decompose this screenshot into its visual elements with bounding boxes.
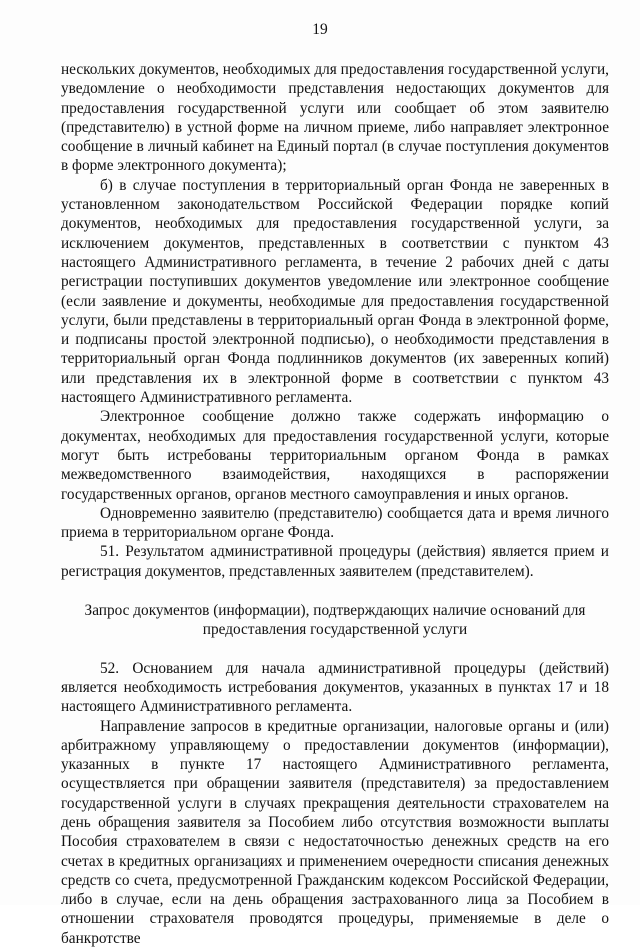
paragraph-51: 51. Результатом административной процедуры (действия) является прием и регистрация документов, представленных заявителем (представителем). [61,542,609,581]
section-heading: Запрос документов (информации), подтверждающих наличие оснований для предоставления государственной услуги [61,601,609,640]
paragraph-requests: Направление запросов в кредитные организации, налоговые органы и (или) арбитражному управляющему о предоставлении документов (информации), указанных в пункте 17 настоящего Административного регламента, осуществляется при обращении заявителя (представителя) за предоставлением государственной услуги в случаях прекращения деятельности страхователем на день обращения заявителя за Пособием либо отсутствия возможности выплаты Пособия страхователем в связи с недостаточностью денежных средств на его счетах в кредитных организациях и применением очередности списания денежных средств со счета, предусмотренной Гражданским кодексом Российской Федерации, либо в случае, если на день обращения застрахованного лица за Пособием в отношении страхователя проводятся процедуры, применяемые в деле о банкротстве [61,717,609,948]
paragraph-electronic-message: Электронное сообщение должно также содержать информацию о документах, необходимых для предоставления государственной услуги, которые могут быть истребованы территориальным органом Фонда в рамках межведомственного взаимодействия, находящихся в распоряжении государственных органов, органов местного самоуправления и иных органов. [61,407,609,503]
paragraph-continuation: нескольких документов, необходимых для предоставления государственной услуги, уведомление о необходимости представления недостающих документов для предоставления государственной услуги или сообщает об этом заявителю (представителю) в устной форме на личном приеме, либо направляет электронное сообщение в личный кабинет на Единый портал (в случае поступления документов в форме электронного документа); [61,60,609,176]
document-body [61,60,609,948]
paragraph-b: б) в случае поступления в территориальный орган Фонда не заверенных в установленном законодательством Российской Федерации порядке копий документов, необходимых для предоставления государственной услуги, за исключением документов, представленных в соответствии с пунктом 43 настоящего Административного регламента, в течение 2 рабочих дней с даты регистрации поступивших документов уведомление или электронное сообщение (если заявление и документы, необходимые для предоставления государственной услуги, были представлены в территориальный орган Фонда в электронной форме, и подписаны простой электронной подписью), о необходимости представления в территориальный орган Фонда подлинников документов (их заверенных копий) или представления их в электронной форме в соответствии с пунктом 43 настоящего Административного регламента. [61,176,609,408]
paragraph-appointment: Одновременно заявителю (представителю) сообщается дата и время личного приема в территориальном органе Фонда. [61,504,609,543]
paragraph-52: 52. Основанием для начала административной процедуры (действий) является необходимость истребования документов, указанных в пунктах 17 и 18 настоящего Административного регламента. [61,659,609,717]
page-number: 19 [0,20,640,39]
